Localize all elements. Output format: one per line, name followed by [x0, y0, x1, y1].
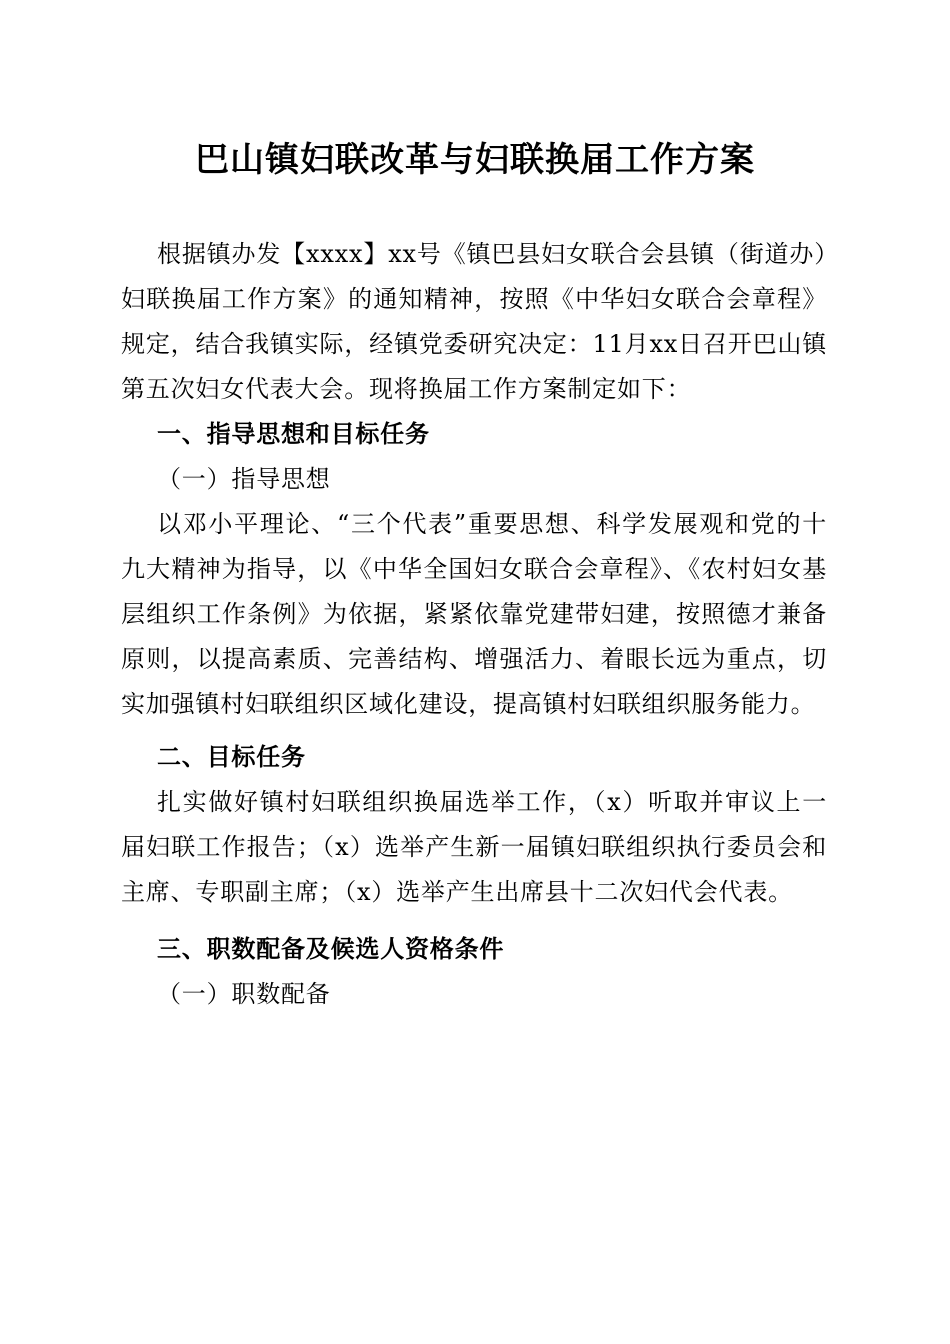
section3-heading: 三、职数配备及候选人资格条件: [157, 935, 505, 963]
section1-heading: 一、指导思想和目标任务: [157, 420, 430, 448]
section3-subheading: （一）职数配备: [157, 980, 331, 1008]
spacer: [121, 727, 827, 735]
intro-paragraph: 根据镇办发【xxxx】xx号《镇巴县妇女联合会县镇（街道办）妇联换届工作方案》的通知精神，按照《中华妇女联合会章程》规定，结合我镇实际，经镇党委研究决定：11月xx日召开巴山镇第五次妇女代表大会。现将换届工作方案制定如下：: [121, 240, 827, 403]
section2-heading: 二、目标任务: [157, 743, 306, 771]
document-body: [121, 232, 827, 1017]
spacer: [121, 915, 827, 927]
section1-paragraph: 以邓小平理论、“三个代表”重要思想、科学发展观和党的十九大精神为指导，以《中华全国妇女联合会章程》、《农村妇女基层组织工作条例》为依据，紧紧依靠党建带妇建，按照德才兼备原则，以提高素质、完善结构、增强活力、着眼长远为重点，切实加强镇村妇联组织区域化建设，提高镇村妇联组织服务能力。: [121, 510, 827, 718]
section2-paragraph: 扎实做好镇村妇联组织换届选举工作，（x）听取并审议上一届妇联工作报告；（x）选举产生新一届镇妇联组织执行委员会和主席、专职副主席；（x）选举产生出席县十二次妇代会代表。: [121, 788, 827, 906]
section1-subheading: （一）指导思想: [157, 465, 331, 493]
document-title: 巴山镇妇联改革与妇联换届工作方案: [195, 140, 755, 180]
